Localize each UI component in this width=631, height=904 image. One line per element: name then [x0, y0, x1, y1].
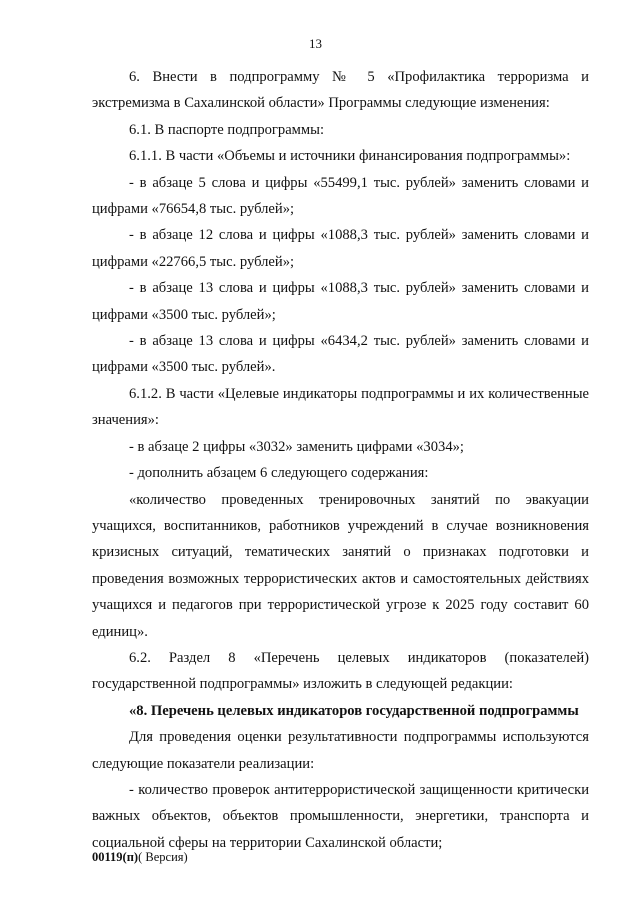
document-body: [92, 64, 589, 856]
document-footer: [92, 850, 188, 865]
paragraph-amendment-2: - в абзаце 12 слова и цифры «1088,3 тыс. рублей» заменить словами и цифрами «22766,5 тыс. рублей»;: [92, 227, 589, 270]
paragraph-amendment-6: - дополнить абзацем 6 следующего содержания:: [129, 465, 429, 482]
paragraph-section-intro: Для проведения оценки результативности подпрограммы используются следующие показатели реализации:: [92, 729, 589, 772]
section-heading: «8. Перечень целевых индикаторов государственной подпрограммы: [129, 702, 579, 719]
document-code: 00119(п): [92, 850, 139, 864]
paragraph-quoted-indicator: «количество проведенных тренировочных занятий по эвакуации учащихся, воспитанников, работников учреждений в случае возникновения кризисных ситуаций, тематических занятий о признаках подготовки и проведения возможных террористических актов и самостоятельных действиях учащихся и педагогов при террористической угрозе к 2025 году составит 60 единиц».: [92, 491, 589, 640]
paragraph-indicator-item: - количество проверок антитеррористической защищенности критически важных объектов, объектов промышленности, энергетики, транспорта и социальной сферы на территории Сахалинской области;: [92, 781, 589, 851]
paragraph-amendment-1: - в абзаце 5 слова и цифры «55499,1 тыс. рублей» заменить словами и цифрами «76654,8 тыс. рублей»;: [92, 174, 589, 218]
paragraph-amendment-5: - в абзаце 2 цифры «3032» заменить цифрами «3034»;: [129, 438, 464, 455]
paragraph-item-6-2: 6.2. Раздел 8 «Перечень целевых индикаторов (показателей) государственной подпрограммы» изложить в следующей редакции:: [92, 649, 589, 693]
paragraph-item-6: 6. Внести в подпрограмму № 5 «Профилактика терроризма и экстремизма в Сахалинской области» Программы следующие изменения:: [92, 69, 589, 112]
paragraph-item-6-1-2: 6.1.2. В части «Целевые индикаторы подпрограммы и их количественные значения»:: [92, 385, 589, 429]
paragraph-item-6-1: 6.1. В паспорте подпрограммы:: [129, 121, 325, 138]
paragraph-amendment-3: - в абзаце 13 слова и цифры «1088,3 тыс. рублей» заменить словами и цифрами «3500 тыс. рублей»;: [92, 280, 589, 323]
paragraph-amendment-4: - в абзаце 13 слова и цифры «6434,2 тыс. рублей» заменить словами и цифрами «3500 тыс. рублей».: [92, 333, 589, 376]
page-number: 13: [309, 36, 322, 51]
paragraph-item-6-1-1: 6.1.1. В части «Объемы и источники финансирования подпрограммы»:: [129, 148, 571, 165]
document-version: ( Версия): [138, 850, 188, 864]
